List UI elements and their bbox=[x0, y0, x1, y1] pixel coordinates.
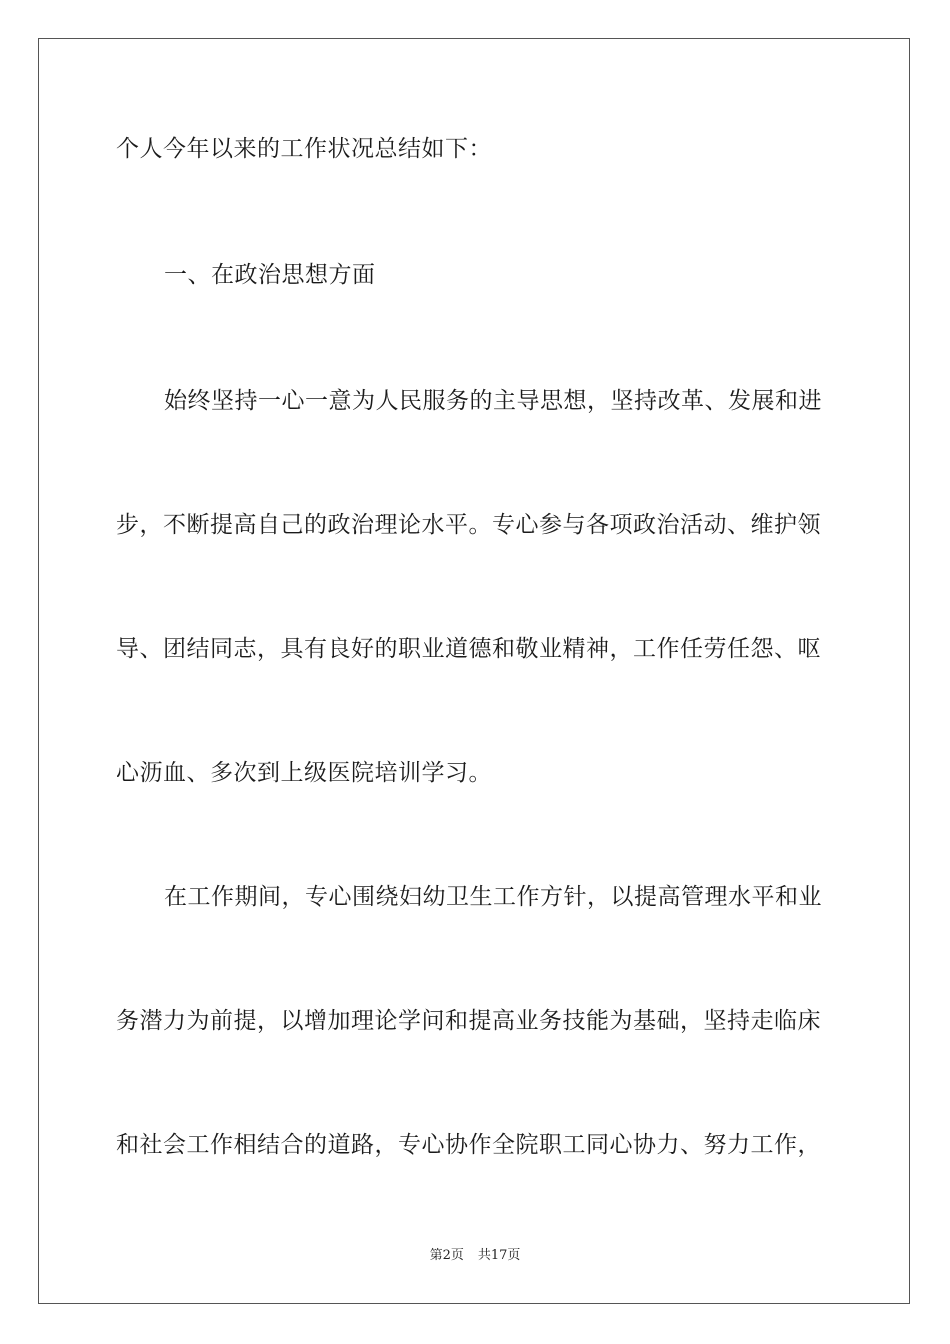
page-number: 第2页 bbox=[429, 1248, 464, 1263]
paragraph-line-7: 务潜力为前提，以增加理论学问和提高业务技能为基础，坚持走临床 bbox=[116, 1008, 821, 1034]
section-heading: 一、在政治思想方面 bbox=[164, 262, 376, 288]
total-pages: 共17页 bbox=[477, 1248, 521, 1263]
page-footer bbox=[0, 1247, 950, 1265]
paragraph-line-4: 导、团结同志，具有良好的职业道德和敬业精神，工作任劳任怨、呕 bbox=[116, 636, 821, 662]
page-border bbox=[38, 38, 910, 1304]
paragraph-line-3: 步，不断提高自己的政治理论水平。专心参与各项政治活动、维护领 bbox=[116, 512, 821, 538]
paragraph-line-5: 心沥血、多次到上级医院培训学习。 bbox=[116, 760, 492, 786]
paragraph-line-2: 始终坚持一心一意为人民服务的主导思想，坚持改革、发展和进 bbox=[164, 388, 822, 414]
paragraph-line-6: 在工作期间，专心围绕妇幼卫生工作方针，以提高管理水平和业 bbox=[164, 884, 822, 910]
paragraph-line-8: 和社会工作相结合的道路，专心协作全院职工同心协力、努力工作， bbox=[116, 1132, 821, 1158]
paragraph-line-1: 个人今年以来的工作状况总结如下： bbox=[116, 136, 492, 162]
